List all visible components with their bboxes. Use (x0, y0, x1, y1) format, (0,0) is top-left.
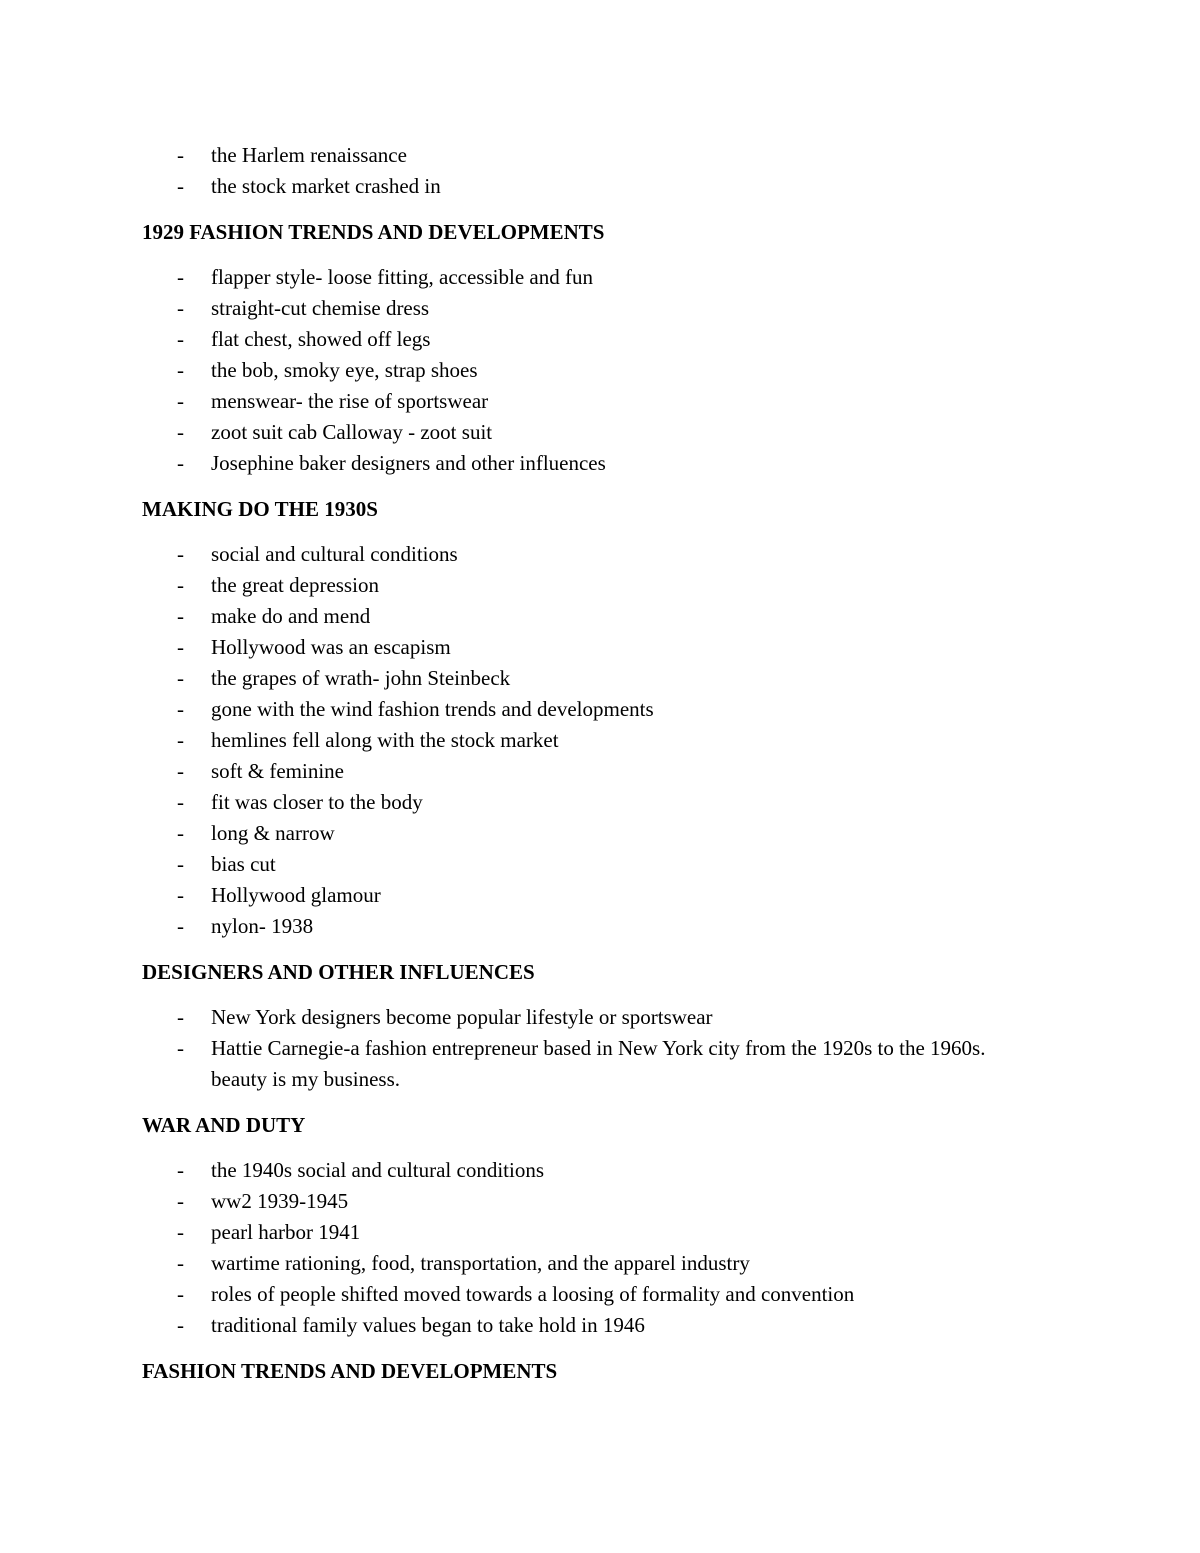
list-item (142, 355, 1042, 386)
list-item-text: straight-cut chemise dress (211, 296, 430, 320)
list-item (142, 386, 1042, 417)
list-item (142, 632, 1042, 663)
section-heading: FASHION TRENDS AND DEVELOPMENTS (142, 1359, 558, 1383)
list-item (142, 448, 1042, 479)
dash-bullet: - (177, 296, 184, 320)
dash-bullet: - (177, 914, 184, 938)
list-item (142, 1310, 1042, 1341)
dash-bullet: - (177, 389, 184, 413)
list-item-text: the 1940s social and cultural conditions (211, 1158, 545, 1182)
list-item-text: wartime rationing, food, transportation, and the apparel industry (211, 1251, 750, 1275)
list-item-text: the Harlem renaissance (211, 143, 407, 167)
list-item (142, 324, 1042, 355)
list-item-text: Josephine baker designers and other influences (211, 451, 606, 475)
section-heading: 1929 FASHION TRENDS AND DEVELOPMENTS (142, 220, 605, 244)
dash-bullet: - (177, 759, 184, 783)
dash-bullet: - (177, 1220, 184, 1244)
list-item-text: zoot suit cab Calloway - zoot suit (211, 420, 493, 444)
list-item-text: New York designers become popular lifestyle or sportswear (211, 1005, 713, 1029)
dash-bullet: - (177, 883, 184, 907)
list-item-text: flapper style- loose fitting, accessible and fun (211, 265, 593, 289)
dash-bullet: - (177, 451, 184, 475)
list-item (142, 1217, 1042, 1248)
list-item-text: make do and mend (211, 604, 371, 628)
bullet-list (142, 1155, 1042, 1341)
dash-bullet: - (177, 174, 184, 198)
section-heading: DESIGNERS AND OTHER INFLUENCES (142, 960, 535, 984)
list-item (142, 140, 1042, 171)
bullet-list (142, 1002, 1042, 1095)
list-item (142, 725, 1042, 756)
list-item (142, 570, 1042, 601)
list-item-text: hemlines fell along with the stock market (211, 728, 559, 752)
dash-bullet: - (177, 697, 184, 721)
list-item-text: Hattie Carnegie-a fashion entrepreneur based in New York city from the 1920s to the 1960s. beauty is my business. (211, 1036, 986, 1091)
dash-bullet: - (177, 666, 184, 690)
list-item (142, 694, 1042, 725)
dash-bullet: - (177, 1036, 184, 1060)
dash-bullet: - (177, 573, 184, 597)
dash-bullet: - (177, 852, 184, 876)
list-item-text: the grapes of wrath- john Steinbeck (211, 666, 511, 690)
bullet-list (142, 262, 1042, 479)
list-item-text: flat chest, showed off legs (211, 327, 431, 351)
list-item-text: soft & feminine (211, 759, 344, 783)
dash-bullet: - (177, 358, 184, 382)
dash-bullet: - (177, 542, 184, 566)
dash-bullet: - (177, 790, 184, 814)
list-item (142, 756, 1042, 787)
dash-bullet: - (177, 327, 184, 351)
list-item-text: nylon- 1938 (211, 914, 314, 938)
list-item (142, 262, 1042, 293)
list-item-text: social and cultural conditions (211, 542, 458, 566)
bullet-list (142, 140, 1042, 202)
dash-bullet: - (177, 265, 184, 289)
list-item (142, 663, 1042, 694)
list-item (142, 1279, 1042, 1310)
dash-bullet: - (177, 1313, 184, 1337)
dash-bullet: - (177, 420, 184, 444)
list-item (142, 818, 1042, 849)
list-item (142, 1002, 1042, 1033)
list-item (142, 417, 1042, 448)
list-item (142, 880, 1042, 911)
dash-bullet: - (177, 1005, 184, 1029)
list-item (142, 171, 1042, 202)
dash-bullet: - (177, 1158, 184, 1182)
list-item (142, 1033, 1042, 1095)
dash-bullet: - (177, 1251, 184, 1275)
list-item-text: the bob, smoky eye, strap shoes (211, 358, 478, 382)
list-item (142, 601, 1042, 632)
list-item-text: roles of people shifted moved towards a loosing of formality and convention (211, 1282, 855, 1306)
dash-bullet: - (177, 728, 184, 752)
bullet-list (142, 539, 1042, 942)
section-heading: MAKING DO THE 1930S (142, 497, 378, 521)
list-item (142, 1186, 1042, 1217)
list-item (142, 1155, 1042, 1186)
list-item-text: the great depression (211, 573, 379, 597)
dash-bullet: - (177, 821, 184, 845)
list-item (142, 849, 1042, 880)
list-item (142, 1248, 1042, 1279)
list-item-text: Hollywood glamour (211, 883, 381, 907)
list-item (142, 539, 1042, 570)
list-item-text: Hollywood was an escapism (211, 635, 451, 659)
list-item-text: menswear- the rise of sportswear (211, 389, 489, 413)
list-item-text: long & narrow (211, 821, 335, 845)
list-item-text: bias cut (211, 852, 276, 876)
list-item-text: traditional family values began to take hold in 1946 (211, 1313, 645, 1337)
dash-bullet: - (177, 604, 184, 628)
list-item (142, 787, 1042, 818)
dash-bullet: - (177, 1282, 184, 1306)
list-item-text: pearl harbor 1941 (211, 1220, 361, 1244)
list-item (142, 911, 1042, 942)
list-item-text: ww2 1939-1945 (211, 1189, 349, 1213)
dash-bullet: - (177, 1189, 184, 1213)
list-item-text: the stock market crashed in (211, 174, 441, 198)
section-heading: WAR AND DUTY (142, 1113, 306, 1137)
document-body (142, 140, 1042, 1401)
dash-bullet: - (177, 143, 184, 167)
list-item-text: gone with the wind fashion trends and developments (211, 697, 654, 721)
list-item (142, 293, 1042, 324)
dash-bullet: - (177, 635, 184, 659)
list-item-text: fit was closer to the body (211, 790, 423, 814)
